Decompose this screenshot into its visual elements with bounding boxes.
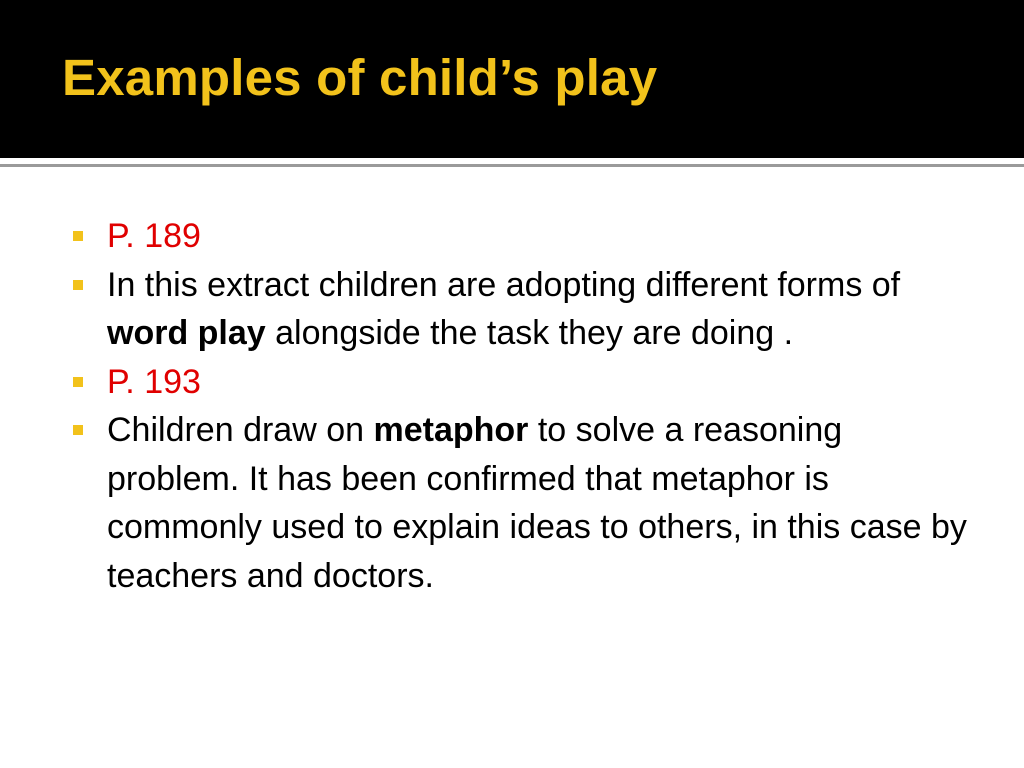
square-bullet-icon — [73, 425, 83, 435]
bullet-page-189 — [70, 212, 970, 261]
title-band — [0, 0, 1024, 158]
bullet-text-after-emphasis: alongside the task they are doing . — [265, 314, 794, 352]
bullet-word-play — [70, 261, 970, 358]
slide-title: Examples of child’s play — [62, 49, 658, 106]
bullet-list — [70, 212, 970, 600]
bullet-text-before-emphasis: Children draw on — [107, 411, 374, 449]
emphasis-word-play: word play — [107, 314, 266, 352]
square-bullet-icon — [73, 377, 83, 387]
emphasis-metaphor: metaphor — [373, 411, 529, 449]
title-divider-line — [0, 164, 1024, 167]
page-reference: P. 193 — [107, 362, 201, 401]
square-bullet-icon — [73, 280, 83, 290]
bullet-metaphor — [70, 406, 970, 600]
page-reference: P. 189 — [107, 217, 201, 255]
bullet-text-before-emphasis: In this extract children are adopting different forms of — [107, 265, 901, 304]
bullet-text-after-emphasis: to solve a reasoning problem. It has been confirmed that metaphor is commonly used to explain ideas to others, in this case by teachers and doctors. — [107, 411, 967, 595]
bullet-page-193 — [70, 358, 970, 407]
square-bullet-icon — [73, 231, 83, 241]
